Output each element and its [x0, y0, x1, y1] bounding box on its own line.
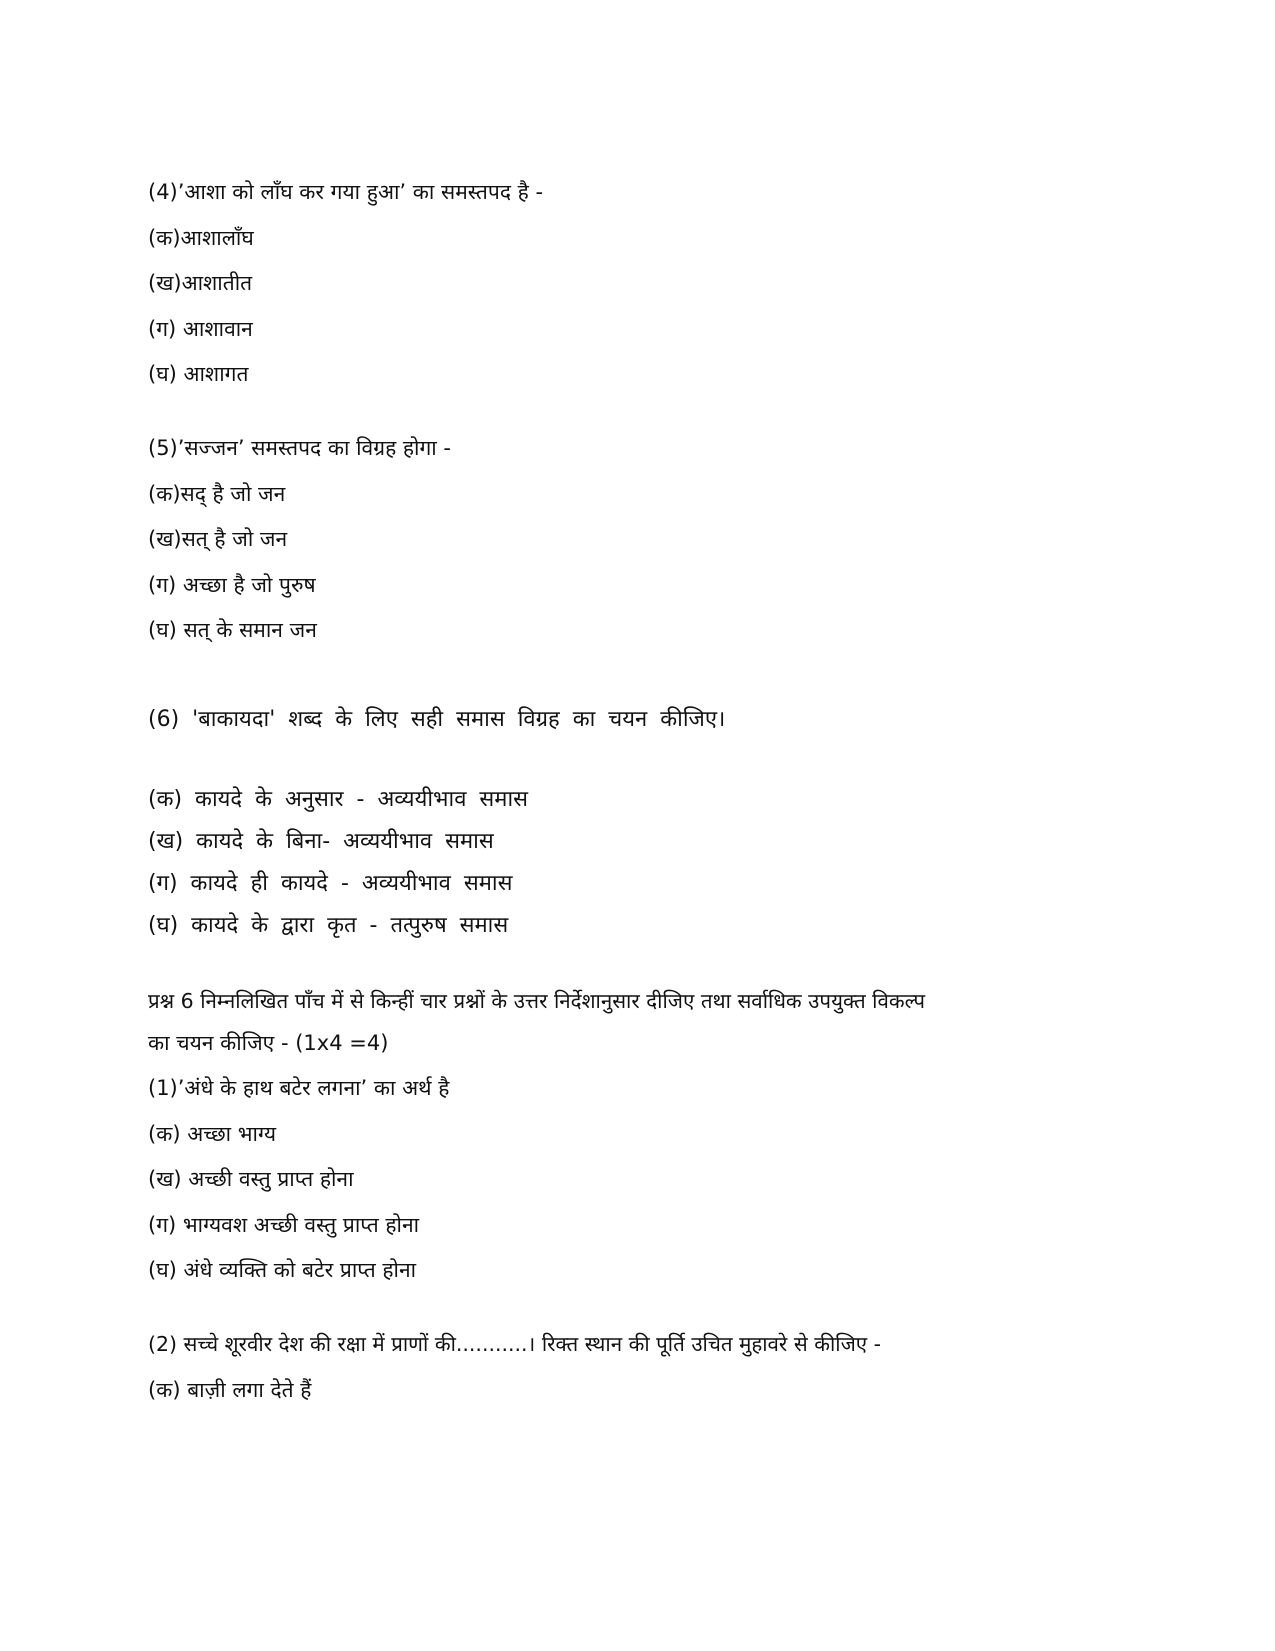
q5-option-gha: (घ) सत् के समान जन — [148, 618, 317, 642]
sq1-option-ka: (क) अच्छा भाग्य — [148, 1122, 277, 1146]
question-4: (4)’आशा को लाँघ कर गया हुआ’ का समस्तपद है - — [148, 180, 544, 204]
q6-option-gha: (घ) कायदे के द्वारा कृत - तत्पुरुष समास — [148, 913, 509, 938]
sq1-option-gha: (घ) अंधे व्यक्ति को बटेर प्राप्त होना — [148, 1258, 417, 1282]
subquestion-1: (1)’अंधे के हाथ बटेर लगना’ का अर्थ है — [148, 1076, 450, 1100]
sq1-option-kha: (ख) अच्छी वस्तु प्राप्त होना — [148, 1167, 354, 1191]
q6-option-ga: (ग) कायदे ही कायदे - अव्ययीभाव समास — [148, 871, 513, 896]
q4-option-kha: (ख)आशातीत — [148, 271, 253, 295]
q5-option-ka: (क)सद् है जो जन — [148, 482, 286, 506]
sq1-option-ga: (ग) भाग्यवश अच्छी वस्तु प्राप्त होना — [148, 1213, 420, 1237]
section-heading-line-2: का चयन कीजिए - (1x4 =4) — [148, 1031, 389, 1055]
sq2-option-ka: (क) बाज़ी लगा देते हैं — [148, 1378, 312, 1402]
q5-option-ga: (ग) अच्छा है जो पुरुष — [148, 573, 316, 597]
q5-option-kha: (ख)सत् है जो जन — [148, 527, 288, 551]
q4-option-gha: (घ) आशागत — [148, 362, 249, 386]
q6-option-ka: (क) कायदे के अनुसार - अव्ययीभाव समास — [148, 787, 529, 812]
q6-option-kha: (ख) कायदे के बिना- अव्ययीभाव समास — [148, 829, 494, 854]
q4-option-ga: (ग) आशावान — [148, 317, 253, 341]
q4-option-ka: (क)आशालाँघ — [148, 226, 254, 250]
section-heading-line-1: प्रश्न 6 निम्नलिखित पाँच में से किन्हीं चार प्रश्नों के उत्तर निर्देशानुसार दीजिए तथा सर्वाधिक उपयुक्त विकल्प — [148, 989, 926, 1013]
question-5: (5)’सज्जन’ समस्तपद का विग्रह होगा - — [148, 436, 451, 460]
subquestion-2: (2) सच्चे शूरवीर देश की रक्षा में प्राणों की...........। रिक्त स्थान की पूर्ति उचित मुहावरे से कीजिए - — [148, 1332, 882, 1356]
question-6: (6) 'बाकायदा' शब्द के लिए सही समास विग्रह का चयन कीजिए। — [148, 707, 726, 732]
